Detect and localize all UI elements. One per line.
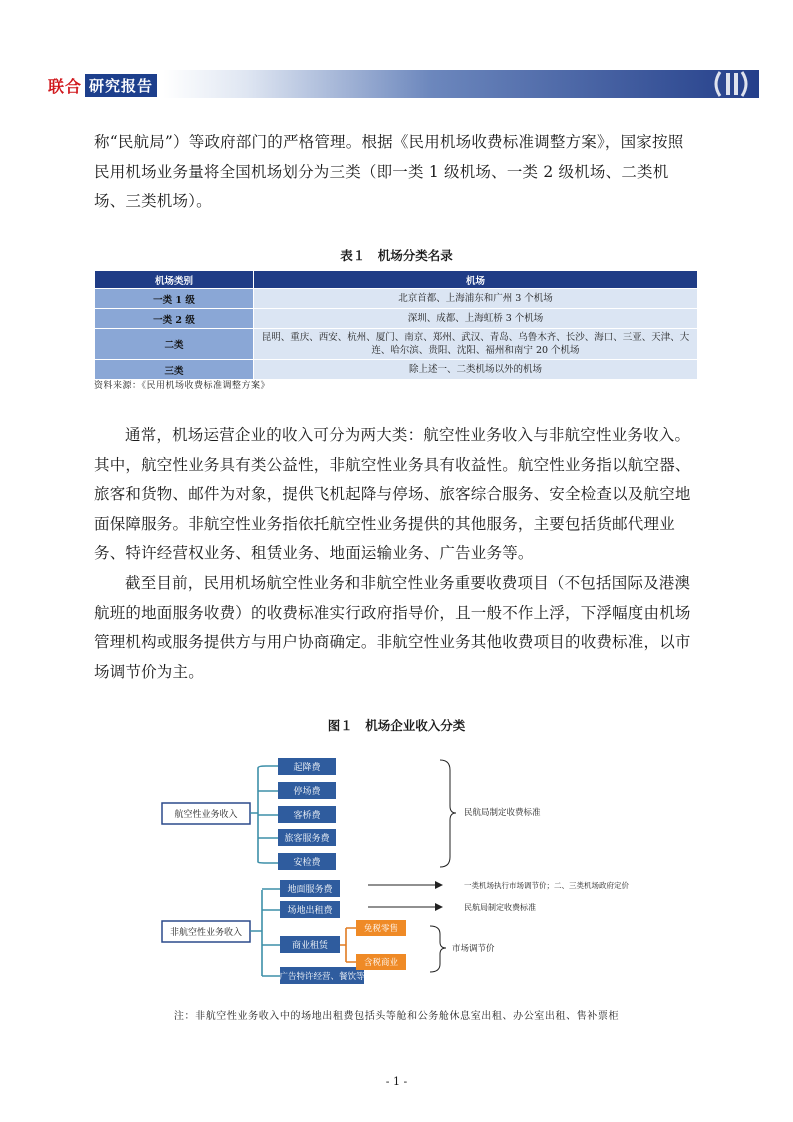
revenue-paragraph: 通常，机场运营企业的收入可分为两大类：航空性业务收入与非航空性业务收入。其中，航空性业务具有类公益性，非航空性业务具有收益性。航空性业务指以航空器、旅客和货物、邮件为对象，提供飞机起降与停场、旅客综合服务、安全检查以及航空地面保障服务。非航空性业务指依托航空性业务提供的其他服务，主要包括货邮代理业务、特许经营权业务、租赁业务、地面运输业务、广告业务等。 (94, 426, 691, 562)
nonaero-item-label: 场地出租费 (287, 906, 333, 916)
market-price-note: 市场调节价 (452, 944, 495, 954)
aero-item-label: 客桥费 (293, 811, 321, 821)
table-caption: 表１ 机场分类名录 (340, 248, 453, 263)
column-header-airports: 机场 (254, 271, 698, 289)
aero-pricing-note: 民航局制定收费标准 (464, 808, 541, 818)
intro-paragraph: 称“民航局”）等政府部门的严格管理。根据《民用机场收费标准调整方案》，国家按照民用机场业务量将全国机场划分为三类（即一类 1 级机场、一类 2 级机场、二类机场、三类机场）。 (94, 133, 684, 210)
aero-item-label: 旅客服务费 (284, 834, 330, 844)
figure-footnote: 注：非航空性业务收入中的场地出租费包括头等舱和公务舱休息室出租、办公室出租、售补票柜 (173, 1011, 620, 1022)
nonaero-root-label: 非航空性业务收入 (169, 928, 243, 938)
pricing-paragraph: 截至目前，民用机场航空性业务和非航空性业务重要收费项目（不包括国际及港澳航班的地面服务收费）的收费标准实行政府指导价，且一般不作上浮，下浮幅度由机场管理机构或服务提供方与用户协商确定。非航空性业务其他收费项目的收费标准，以市场调节价为主。 (94, 574, 691, 681)
nonaero-item-label: 地面服务费 (287, 885, 333, 895)
airports-cell: 昆明、重庆、西安、杭州、厦门、南京、郑州、武汉、青岛、乌鲁木齐、长沙、海口、三亚、天津、大连、哈尔滨、贵阳、沈阳、福州和南宁 20 个机场 (254, 329, 698, 360)
category-cell: 一类 2 级 (95, 309, 254, 329)
table-source-note: 资料来源：《民用机场收费标准调整方案》 (94, 381, 271, 391)
figure-caption: 图１ 机场企业收入分类 (327, 718, 466, 733)
category-cell: 一类 1 级 (95, 289, 254, 309)
aero-item-label: 起降费 (293, 763, 321, 773)
commercial-child-label: 含税商业 (363, 958, 399, 968)
rent-pricing-note: 民航局制定收费标准 (464, 903, 536, 912)
brand-name: 联合 (48, 76, 83, 96)
airports-cell: 北京首都、上海浦东和广州 3 个机场 (254, 289, 698, 309)
commercial-child-label: 免税零售 (363, 924, 399, 934)
column-header-category: 机场类别 (95, 271, 254, 289)
aero-item-label: 安检费 (293, 858, 321, 868)
aero-item-label: 停场费 (293, 787, 321, 797)
category-cell: 二类 (95, 329, 254, 360)
page-number: - 1 - (385, 1075, 408, 1088)
airports-cell: 深圳、成都、上海虹桥 3 个机场 (254, 309, 698, 329)
nonaero-item-label: 广告特许经营、餐饮等 (279, 972, 365, 982)
aero-root-label: 航空性业务收入 (174, 810, 238, 820)
report-type-tag: 研究报告 (85, 74, 157, 97)
nonaero-item-label: 商业租赁 (291, 941, 329, 951)
category-cell: 三类 (95, 360, 254, 380)
aero-group (162, 758, 541, 870)
nonaero-group (162, 880, 629, 984)
ground-service-note: 一类机场执行市场调节价；二、三类机场政府定价 (464, 881, 629, 890)
airports-cell: 除上述一、二类机场以外的机场 (254, 360, 698, 380)
